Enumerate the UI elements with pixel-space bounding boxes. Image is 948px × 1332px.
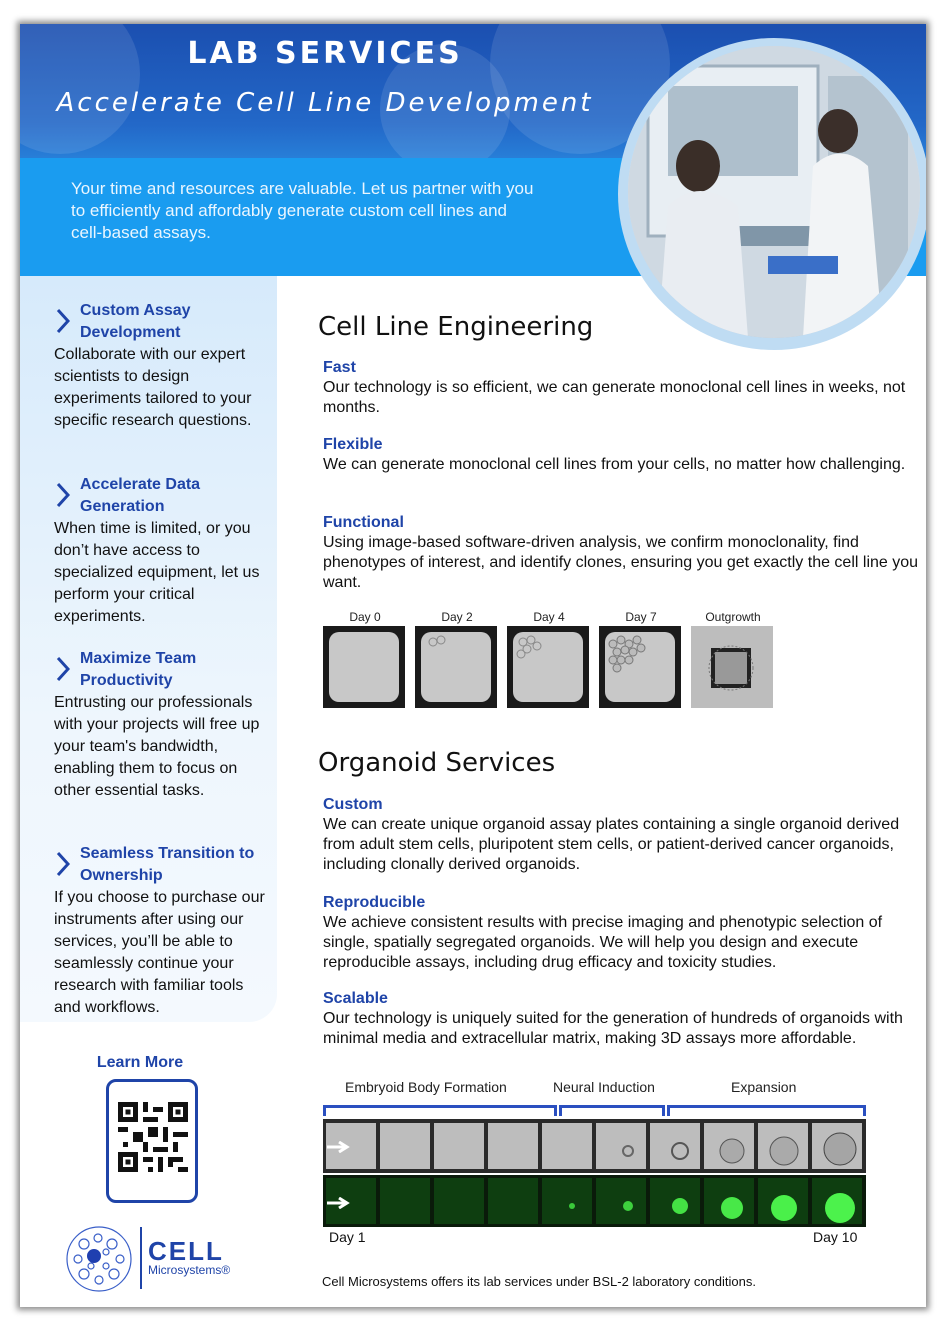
sidebar-item-body: When time is limited, or you don’t have access to specialized equipment, let us perform your critical experiments.: [54, 520, 260, 625]
feature-body: We can generate monoclonal cell lines from your cells, no matter how challenging.: [323, 456, 906, 473]
sidebar-item-maximize-team: [54, 648, 269, 802]
day-label: Outgrowth: [705, 610, 761, 624]
page-subtitle: Accelerate Cell Line Development: [56, 88, 594, 118]
flyer-page: [20, 24, 926, 1307]
phase-bracket: [323, 1105, 557, 1116]
sidebar-item-title: Accelerate Data Generation: [80, 476, 201, 515]
lab-photo: [628, 46, 920, 338]
feature-functional: [323, 513, 923, 593]
sidebar-item-body: Collaborate with our expert scientists to design experiments tailored to your specific research questions.: [54, 346, 252, 429]
sidebar-item-body: If you choose to purchase our instruments after using our services, you’ll be able to seamlessly continue your research with familiar tools and workflows.: [54, 889, 265, 1016]
feature-body: We can create unique organoid assay plates containing a single organoid derived from adult stem cells, pluripotent stem cells, or patient-derived cancer organoids, including clonally derived organoids.: [323, 816, 900, 873]
sidebar-item-seamless-transition: [54, 843, 269, 1019]
day-label: Day 2: [441, 610, 473, 624]
section-title-cell-line: Cell Line Engineering: [318, 312, 594, 342]
feature-title: Fast: [323, 359, 356, 376]
well-image-day7: [599, 626, 681, 708]
phase-label: Embryoid Body Formation: [345, 1079, 507, 1095]
qr-code[interactable]: [118, 1102, 188, 1177]
well-image-day2: [415, 626, 497, 708]
day-label: Day 4: [533, 610, 565, 624]
feature-body: Using image-based software-driven analysis, we confirm monoclonality, find phenotypes of interest, and identify clones, ensuring you get exactly the cell line you want.: [323, 534, 919, 591]
logo-subtext: Microsystems®: [148, 1263, 231, 1277]
feature-scalable: [323, 989, 923, 1049]
sidebar-item-title: Custom Assay Development: [80, 302, 191, 341]
feature-fast: [323, 358, 923, 418]
feature-title: Flexible: [323, 436, 383, 453]
sidebar-item-title: Maximize Team Productivity: [80, 650, 197, 689]
intro-text: Your time and resources are valuable. Let us partner with you to efficiently and affordably generate custom cell lines and cell-based assays.: [71, 179, 534, 242]
feature-title: Functional: [323, 514, 404, 531]
chevron-right-icon: [56, 851, 70, 877]
arrow-right-icon: [327, 1197, 351, 1209]
feature-reproducible: [323, 893, 923, 973]
feature-title: Scalable: [323, 990, 388, 1007]
chevron-right-icon: [56, 656, 70, 682]
feature-flexible: [323, 435, 923, 475]
feature-body: We achieve consistent results with precise imaging and phenotypic selection of single, spatially segregated organoids. We will help you design and execute reproducible assays, including drug efficacy and toxicity studies.: [323, 914, 883, 971]
feature-title: Reproducible: [323, 894, 426, 911]
cell-microsystems-logo-icon: [64, 1224, 134, 1299]
day-start-label: Day 1: [329, 1229, 366, 1245]
chevron-right-icon: [56, 308, 70, 334]
logo-divider: [140, 1227, 142, 1289]
phase-bracket: [667, 1105, 866, 1116]
phase-bracket: [559, 1105, 665, 1116]
fluorescence-strip: [323, 1175, 866, 1227]
brightfield-strip: [323, 1119, 866, 1173]
feature-body: Our technology is uniquely suited for the generation of hundreds of organoids with minimal media and extracellular matrix, making 3D assays more affordable.: [323, 1010, 903, 1047]
learn-more-label: Learn More: [96, 1054, 184, 1071]
day-end-label: Day 10: [813, 1229, 858, 1245]
phase-label: Neural Induction: [553, 1079, 655, 1095]
footnote: Cell Microsystems offers its lab services under BSL-2 laboratory conditions.: [322, 1274, 756, 1289]
sidebar-item-accelerate-data: [54, 474, 269, 628]
well-image-day0: [323, 626, 405, 708]
day-label: Day 0: [349, 610, 381, 624]
day-label: Day 7: [625, 610, 657, 624]
logo-wordmark: CELL: [148, 1236, 224, 1266]
feature-custom: [323, 795, 923, 875]
sidebar-item-title: Seamless Transition to Ownership: [80, 845, 255, 884]
well-image-outgrowth: [691, 626, 773, 708]
sidebar-item-body: Entrusting our professionals with your projects will free up your team's bandwidth, enabling them to focus on other essential tasks.: [54, 694, 260, 799]
sidebar-item-custom-assay: [54, 300, 269, 432]
chevron-right-icon: [56, 482, 70, 508]
arrow-right-icon: [327, 1141, 351, 1153]
section-title-organoid: Organoid Services: [318, 748, 556, 778]
feature-body: Our technology is so efficient, we can generate monoclonal cell lines in weeks, not months.: [323, 379, 906, 416]
page-title: LAB SERVICES: [187, 36, 463, 71]
well-image-day4: [507, 626, 589, 708]
phase-label: Expansion: [731, 1079, 797, 1095]
feature-title: Custom: [323, 796, 383, 813]
